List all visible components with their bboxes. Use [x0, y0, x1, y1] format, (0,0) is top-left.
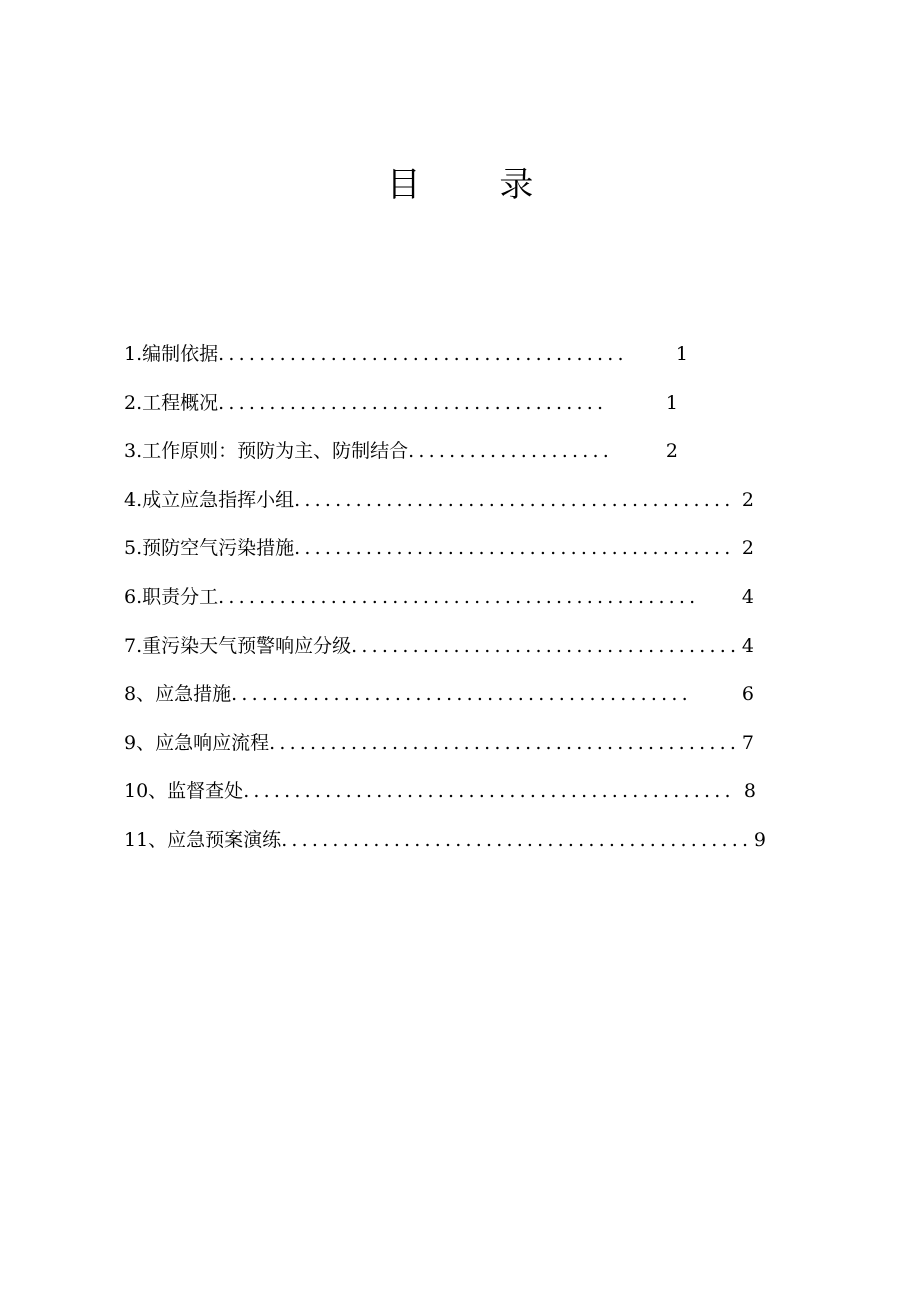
toc-page-number: 2 — [741, 537, 754, 560]
toc-entry — [124, 482, 754, 531]
toc-entry-label: 1.编制依据 — [124, 343, 219, 365]
toc-leader-dots: ........................................ — [218, 343, 628, 365]
toc-leader-dots: .............................................. — [269, 731, 740, 754]
toc-page-number: 1 — [675, 343, 688, 365]
toc-leader-dots: ........................................... — [294, 488, 735, 511]
page-title: 目 录 — [386, 165, 568, 205]
toc-entry-label: 8、应急措施 — [124, 683, 232, 706]
toc-entry-label: 3.工作原则：预防为主、防制结合 — [124, 440, 409, 463]
toc-entry — [124, 579, 754, 628]
toc-entry-label: 4.成立应急指挥小组 — [124, 488, 295, 511]
toc-entry — [124, 530, 754, 579]
toc-leader-dots: .............................................. — [281, 828, 752, 851]
toc-entry — [124, 822, 766, 871]
toc-page-number: 9 — [753, 828, 766, 851]
toc-entry — [124, 433, 678, 482]
toc-leader-dots: ................................................ — [243, 780, 735, 803]
toc-entry — [124, 385, 678, 434]
toc-leader-dots: ........................................... — [294, 537, 735, 560]
toc-page-number: 7 — [741, 731, 754, 754]
toc-page-number: 2 — [665, 440, 678, 463]
toc-list — [124, 336, 766, 871]
toc-leader-dots: ............................................... — [218, 585, 700, 608]
toc-entry-label: 9、应急响应流程 — [124, 731, 270, 754]
toc-page-number: 2 — [741, 488, 754, 511]
toc-entry-label: 10、监督查处 — [124, 780, 244, 803]
toc-entry-label: 5.预防空气污染措施 — [124, 537, 295, 560]
toc-entry-label: 2.工程概况 — [124, 391, 219, 414]
toc-entry-label: 6.职责分工 — [124, 585, 219, 608]
toc-leader-dots: .................... — [408, 440, 613, 463]
toc-page-number: 6 — [741, 683, 754, 706]
toc-entry — [124, 676, 754, 725]
toc-entry — [124, 336, 688, 385]
toc-page-number: 8 — [743, 780, 756, 803]
toc-entry — [124, 773, 756, 822]
toc-entry — [124, 725, 754, 774]
toc-page-number: 4 — [741, 634, 754, 657]
toc-page-number: 4 — [741, 585, 754, 608]
toc-entry-label: 7.重污染天气预警响应分级 — [124, 634, 352, 657]
toc-leader-dots: ...................................... — [351, 634, 740, 657]
toc-leader-dots: ...................................... — [218, 391, 608, 414]
toc-page-number: 1 — [665, 391, 678, 414]
toc-entry — [124, 628, 754, 677]
toc-leader-dots: ............................................. — [231, 683, 692, 706]
toc-entry-label: 11、应急预案演练 — [124, 828, 282, 851]
